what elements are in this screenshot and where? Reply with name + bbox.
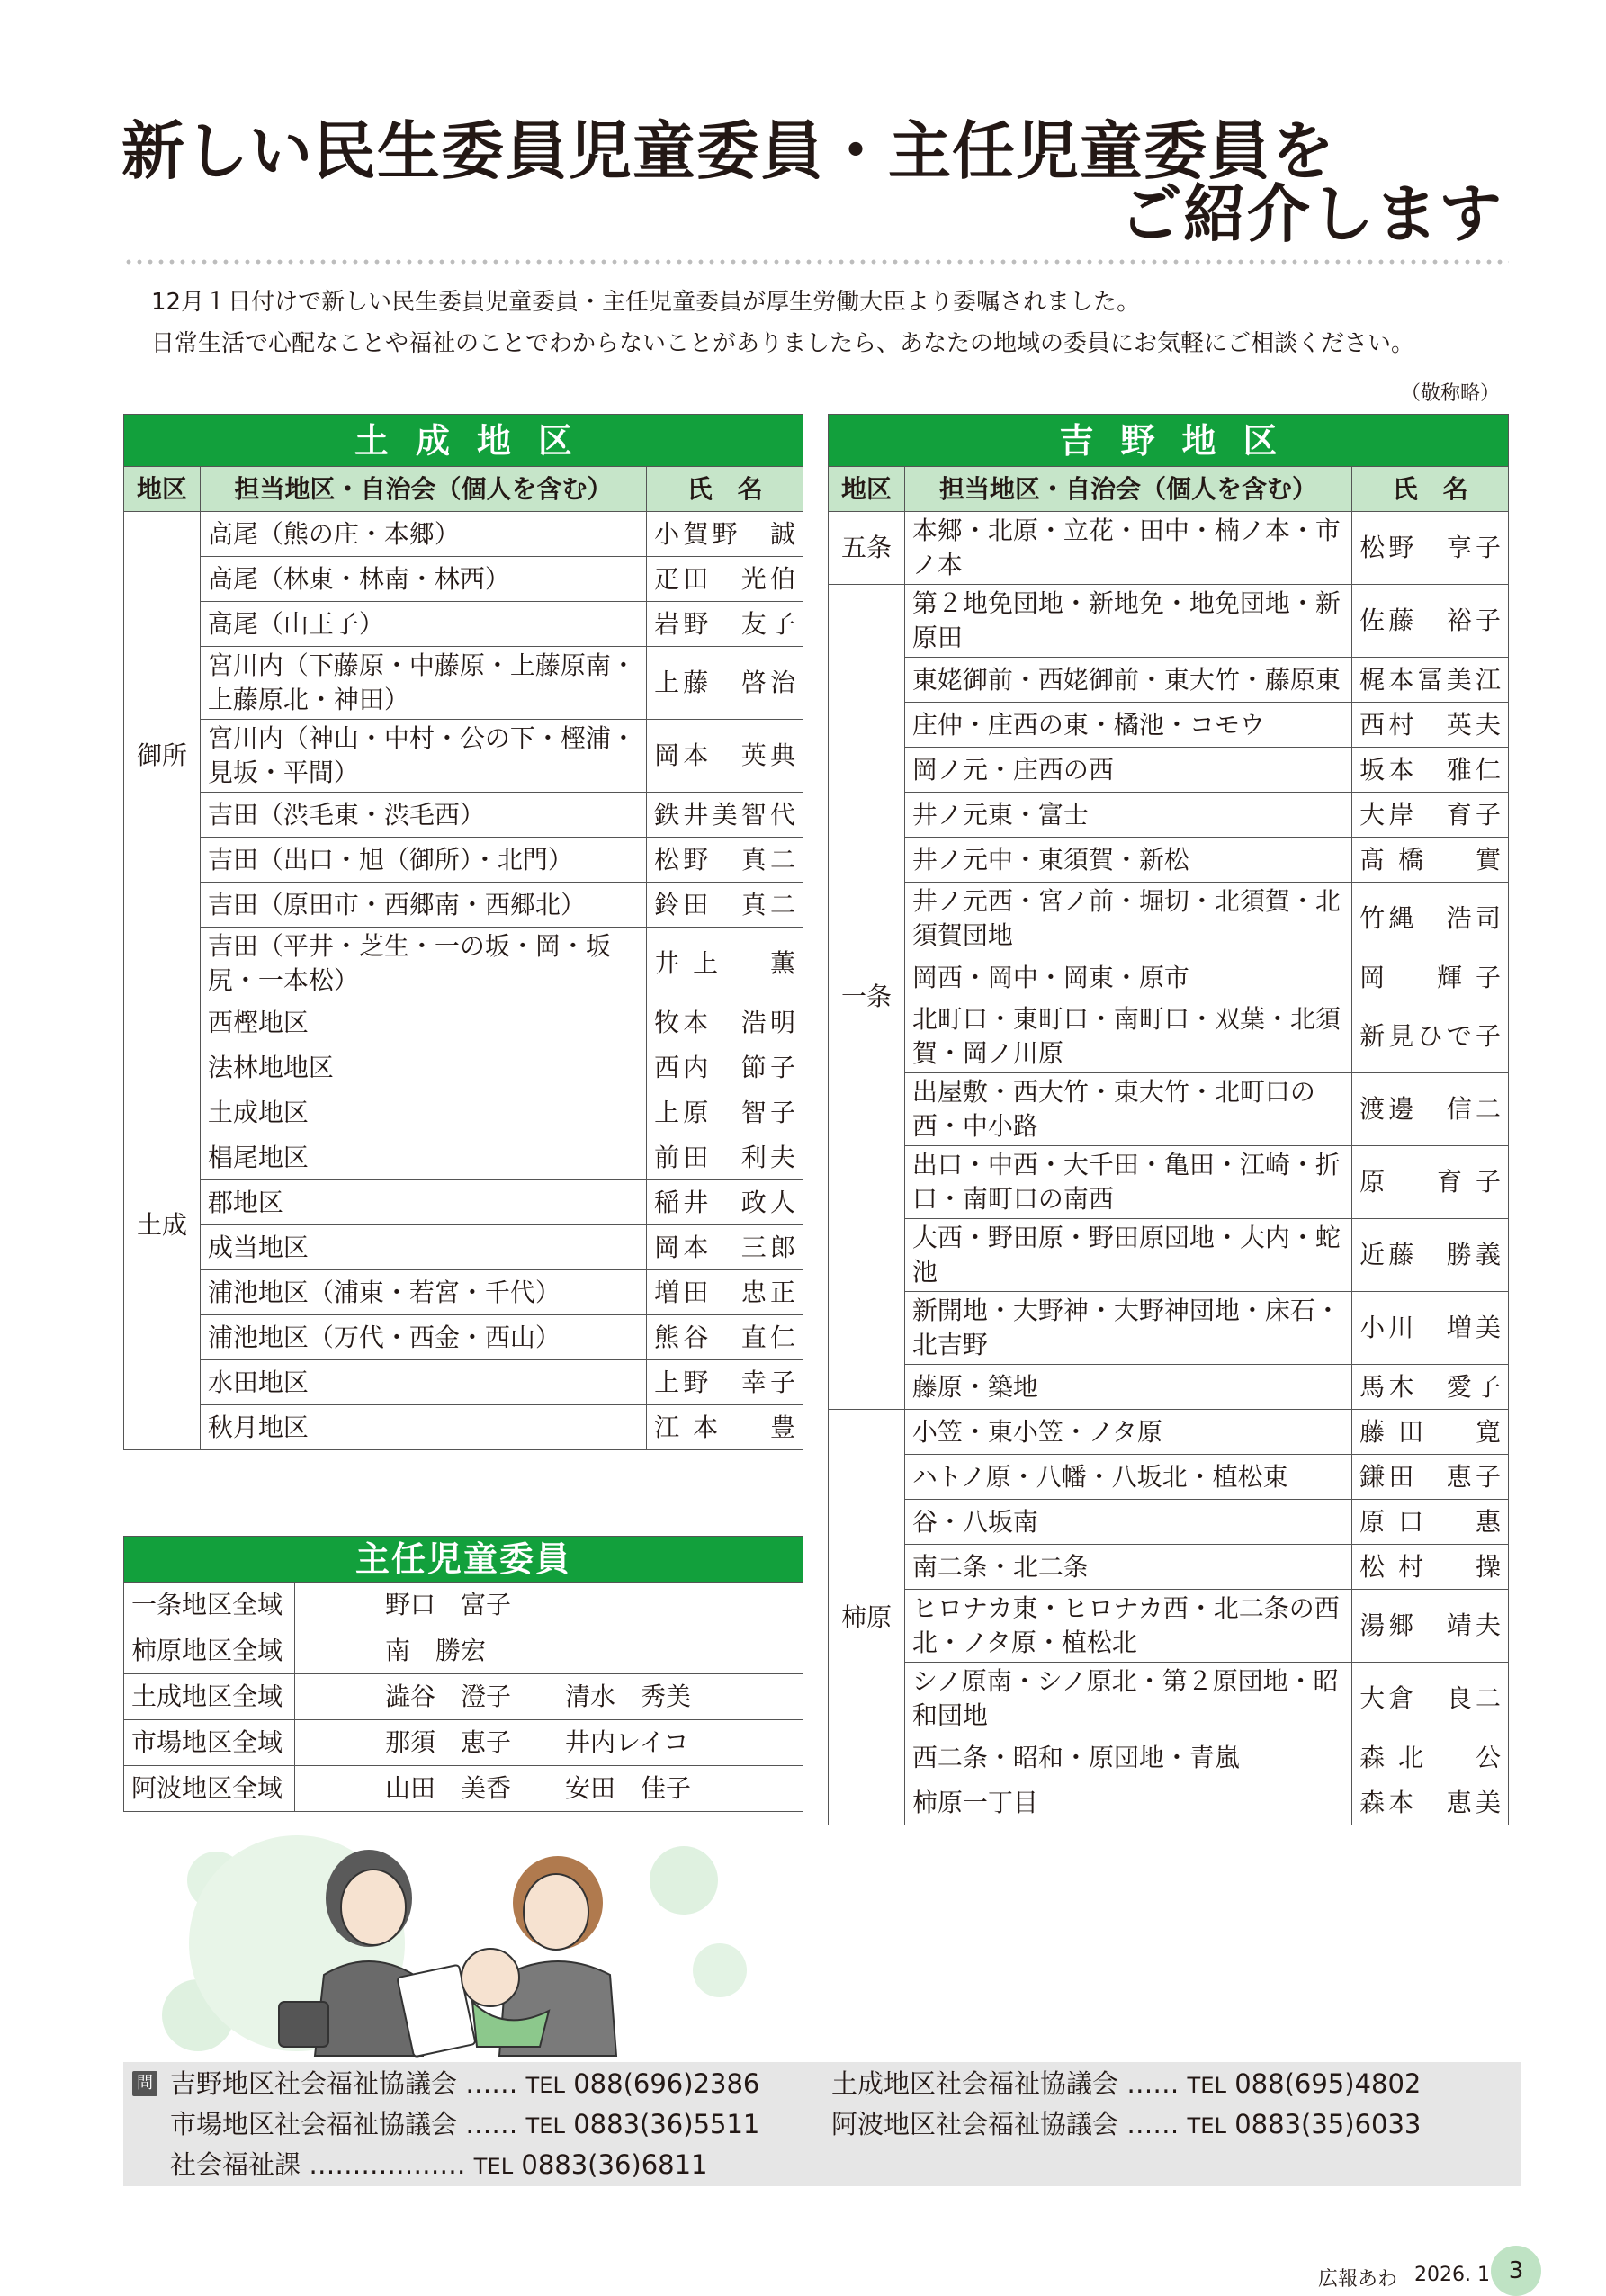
name-cell: 近藤 勝義 bbox=[1352, 1219, 1509, 1292]
region-cell: 五条 bbox=[829, 512, 905, 585]
area-cell: 出口・中西・大千田・亀田・江崎・折口・南町口の南西 bbox=[904, 1146, 1351, 1219]
shunin-title: 主任児童委員 bbox=[124, 1537, 803, 1583]
table-row bbox=[124, 1225, 803, 1270]
area-cell: 井ノ元西・宮ノ前・堀切・北須賀・北須賀団地 bbox=[904, 883, 1351, 955]
table-row bbox=[829, 793, 1509, 838]
member-name: 那須 恵子 bbox=[385, 1727, 512, 1757]
name-cell: 松野 真二 bbox=[647, 838, 803, 883]
name-cell: 小賀野 誠 bbox=[647, 512, 803, 557]
area-cell: 柿原一丁目 bbox=[904, 1780, 1351, 1825]
area-cell: 西二条・昭和・原団地・青嵐 bbox=[904, 1735, 1351, 1780]
contact-item: 阿波地区社会福祉協議会 ‥‥‥ TEL 0883(35)6033 bbox=[831, 2109, 1422, 2139]
name-cell: 松野 享子 bbox=[1352, 512, 1509, 585]
header-area: 担当地区・自治会（個人を含む） bbox=[200, 467, 646, 512]
area-cell: 水田地区 bbox=[200, 1360, 646, 1405]
name-cell: 稲井 政人 bbox=[647, 1180, 803, 1225]
area-cell: ヒロナカ東・ヒロナカ西・北二条の西北・ノタ原・植松北 bbox=[904, 1590, 1351, 1663]
table-row bbox=[829, 1410, 1509, 1455]
table-row bbox=[124, 1000, 803, 1045]
area-cell: 阿波地区全域 bbox=[124, 1766, 295, 1812]
contact-item: 吉野地区社会福祉協議会 ‥‥‥ TEL 088(696)2386 bbox=[170, 2068, 760, 2099]
area-cell: 高尾（熊の庄・本郷） bbox=[200, 512, 646, 557]
table-row bbox=[829, 1365, 1509, 1410]
name-cell: 竹縄 浩司 bbox=[1352, 883, 1509, 955]
area-cell: 土成地区 bbox=[200, 1090, 646, 1135]
name-cell: 佐藤 裕子 bbox=[1352, 585, 1509, 658]
region-cell: 土成 bbox=[124, 1000, 201, 1450]
area-cell: 藤原・築地 bbox=[904, 1365, 1351, 1410]
donari-table bbox=[123, 414, 803, 1450]
name-cell: 松村 操 bbox=[1352, 1545, 1509, 1590]
name-cell: 前田 利夫 bbox=[647, 1135, 803, 1180]
name-cell: 馬木 愛子 bbox=[1352, 1365, 1509, 1410]
inquiry-icon: 問 bbox=[132, 2071, 157, 2096]
table-row bbox=[829, 1545, 1509, 1590]
member-name: 清水 秀美 bbox=[565, 1682, 692, 1711]
name-cell: 原口 惠 bbox=[1352, 1500, 1509, 1545]
shunin-table bbox=[123, 1536, 803, 1812]
name-cell: 大岸 育子 bbox=[1352, 793, 1509, 838]
region-cell: 一条 bbox=[829, 585, 905, 1410]
consultation-illustration bbox=[180, 1817, 738, 2056]
name-cell: 坂本 雅仁 bbox=[1352, 748, 1509, 793]
area-cell: 吉田（平井・芝生・一の坂・岡・坂尻・一本松） bbox=[200, 928, 646, 1000]
header-region: 地区 bbox=[829, 467, 905, 512]
intro-line1: 12月１日付けで新しい民生委員児童委員・主任児童委員が厚生労働大臣より委嘱されました。 bbox=[151, 289, 1141, 316]
table-row bbox=[829, 1590, 1509, 1663]
table-row bbox=[124, 1180, 803, 1225]
member-name: 井内レイコ bbox=[565, 1727, 689, 1757]
name-cell bbox=[295, 1628, 803, 1674]
intro-line2: 日常生活で心配なことや福祉のことでわからないことがありましたら、あなたの地域の委員にお気軽にご相談ください。 bbox=[151, 330, 1415, 357]
member-name: 安田 佳子 bbox=[565, 1773, 692, 1803]
area-cell: 浦池地区（万代・西金・西山） bbox=[200, 1315, 646, 1360]
name-cell: 髙橋 實 bbox=[1352, 838, 1509, 883]
issue-date: 2026. 1 bbox=[1414, 2264, 1490, 2286]
table-row bbox=[829, 1500, 1509, 1545]
area-cell: 成当地区 bbox=[200, 1225, 646, 1270]
table-row bbox=[124, 1766, 803, 1812]
name-cell: 西村 英夫 bbox=[1352, 703, 1509, 748]
area-cell: 岡西・岡中・岡東・原市 bbox=[904, 955, 1351, 1000]
name-cell: 西内 節子 bbox=[647, 1045, 803, 1090]
area-cell: 谷・八坂南 bbox=[904, 1500, 1351, 1545]
area-cell: 井ノ元中・東須賀・新松 bbox=[904, 838, 1351, 883]
table-row bbox=[829, 585, 1509, 658]
area-cell: 西樫地区 bbox=[200, 1000, 646, 1045]
table-row bbox=[124, 1090, 803, 1135]
name-cell: 江本 豊 bbox=[647, 1405, 803, 1450]
yoshino-table bbox=[828, 414, 1509, 1825]
area-cell: シノ原南・シノ原北・第２原団地・昭和団地 bbox=[904, 1663, 1351, 1735]
area-cell: 新開地・大野神・大野神団地・床石・北吉野 bbox=[904, 1292, 1351, 1365]
table-row bbox=[829, 1455, 1509, 1500]
name-cell: 梶本冨美江 bbox=[1352, 658, 1509, 703]
name-cell: 原 育子 bbox=[1352, 1146, 1509, 1219]
name-cell: 増田 忠正 bbox=[647, 1270, 803, 1315]
name-cell bbox=[295, 1583, 803, 1628]
area-cell: 井ノ元東・富士 bbox=[904, 793, 1351, 838]
member-name: 山田 美香 bbox=[385, 1773, 512, 1803]
table-row bbox=[124, 1315, 803, 1360]
table-row bbox=[124, 1674, 803, 1720]
table-row bbox=[829, 883, 1509, 955]
area-cell: 郡地区 bbox=[200, 1180, 646, 1225]
table-row bbox=[829, 748, 1509, 793]
name-cell: 鈴田 真二 bbox=[647, 883, 803, 928]
area-cell: 南二条・北二条 bbox=[904, 1545, 1351, 1590]
area-cell: 庄仲・庄西の東・橘池・コモウ bbox=[904, 703, 1351, 748]
member-name: 野口 富子 bbox=[385, 1590, 512, 1619]
header-region: 地区 bbox=[124, 467, 201, 512]
table-row bbox=[829, 1000, 1509, 1073]
region-cell: 柿原 bbox=[829, 1410, 905, 1825]
name-cell: 岡本 英典 bbox=[647, 720, 803, 793]
area-cell: 吉田（出口・旭（御所）・北門） bbox=[200, 838, 646, 883]
name-cell: 岡 輝子 bbox=[1352, 955, 1509, 1000]
table-row bbox=[829, 1292, 1509, 1365]
page-title-line1: 新しい民生委員児童委員・主任児童委員を bbox=[121, 114, 1335, 188]
area-cell: 椙尾地区 bbox=[200, 1135, 646, 1180]
name-cell: 岩野 友子 bbox=[647, 602, 803, 647]
table-row bbox=[829, 1219, 1509, 1292]
contact-box bbox=[123, 2062, 1521, 2186]
table-row bbox=[124, 647, 803, 720]
area-cell: 柿原地区全域 bbox=[124, 1628, 295, 1674]
header-name: 氏 名 bbox=[1352, 467, 1509, 512]
name-cell: 熊谷 直仁 bbox=[647, 1315, 803, 1360]
area-cell: 秋月地区 bbox=[200, 1405, 646, 1450]
name-cell: 湯郷 靖夫 bbox=[1352, 1590, 1509, 1663]
name-cell: 牧本 浩明 bbox=[647, 1000, 803, 1045]
region-cell: 御所 bbox=[124, 512, 201, 1000]
table-row bbox=[124, 720, 803, 793]
area-cell: 高尾（山王子） bbox=[200, 602, 646, 647]
name-cell: 新見ひで子 bbox=[1352, 1000, 1509, 1073]
table-row bbox=[124, 1628, 803, 1674]
mother-with-baby-figure bbox=[462, 1856, 616, 2056]
donari-title: 土成地区 bbox=[124, 415, 803, 467]
area-cell: 東姥御前・西姥御前・東大竹・藤原東 bbox=[904, 658, 1351, 703]
table-row bbox=[829, 512, 1509, 585]
name-cell bbox=[295, 1720, 803, 1766]
table-row bbox=[124, 1405, 803, 1450]
table-row bbox=[124, 883, 803, 928]
name-cell: 上原 智子 bbox=[647, 1090, 803, 1135]
table-row bbox=[829, 838, 1509, 883]
area-cell: 第２地免団地・新地免・地免団地・新原田 bbox=[904, 585, 1351, 658]
page-title-line2: ご紹介します bbox=[1119, 177, 1503, 251]
table-row bbox=[124, 512, 803, 557]
table-row bbox=[829, 1780, 1509, 1825]
yoshino-title: 吉野地区 bbox=[829, 415, 1509, 467]
area-cell: 吉田（渋毛東・渋毛西） bbox=[200, 793, 646, 838]
table-row bbox=[124, 793, 803, 838]
area-cell: 出屋敷・西大竹・東大竹・北町口の西・中小路 bbox=[904, 1073, 1351, 1146]
name-cell: 大倉 良二 bbox=[1352, 1663, 1509, 1735]
area-cell: 高尾（林東・林南・林西） bbox=[200, 557, 646, 602]
dotted-divider bbox=[123, 259, 1509, 265]
name-cell: 井上 薫 bbox=[647, 928, 803, 1000]
table-row bbox=[124, 1270, 803, 1315]
name-cell: 小川 増美 bbox=[1352, 1292, 1509, 1365]
member-name: 南 勝宏 bbox=[385, 1636, 487, 1665]
table-row bbox=[829, 955, 1509, 1000]
name-cell: 鎌田 恵子 bbox=[1352, 1455, 1509, 1500]
honorific-note: （敬称略） bbox=[1400, 382, 1500, 405]
name-cell: 渡邊 信二 bbox=[1352, 1073, 1509, 1146]
publication-name: 広報あわ bbox=[1318, 2268, 1398, 2291]
contact-item: 社会福祉課 ‥‥‥‥‥‥‥‥‥ TEL 0883(36)6811 bbox=[170, 2149, 708, 2180]
decor-circle bbox=[650, 1846, 718, 1915]
header-area: 担当地区・自治会（個人を含む） bbox=[904, 467, 1351, 512]
area-cell: ハトノ原・八幡・八坂北・植松東 bbox=[904, 1455, 1351, 1500]
table-row bbox=[829, 1735, 1509, 1780]
member-name: 澁谷 澄子 bbox=[385, 1682, 512, 1711]
table-row bbox=[124, 838, 803, 883]
page-number: 3 bbox=[1491, 2246, 1541, 2296]
area-cell: 大西・野田原・野田原団地・大内・蛇池 bbox=[904, 1219, 1351, 1292]
area-cell: 宮川内（下藤原・中藤原・上藤原南・上藤原北・神田） bbox=[200, 647, 646, 720]
table-row bbox=[124, 1360, 803, 1405]
contact-item: 土成地区社会福祉協議会 ‥‥‥ TEL 088(695)4802 bbox=[831, 2068, 1422, 2099]
name-cell: 上藤 啓治 bbox=[647, 647, 803, 720]
name-cell bbox=[295, 1766, 803, 1812]
table-row bbox=[829, 1663, 1509, 1735]
name-cell: 疋田 光伯 bbox=[647, 557, 803, 602]
table-row bbox=[829, 703, 1509, 748]
table-row bbox=[124, 1720, 803, 1766]
area-cell: 岡ノ元・庄西の西 bbox=[904, 748, 1351, 793]
contact-item: 市場地区社会福祉協議会 ‥‥‥ TEL 0883(36)5511 bbox=[170, 2109, 760, 2139]
area-cell: 本郷・北原・立花・田中・楠ノ本・市ノ本 bbox=[904, 512, 1351, 585]
name-cell: 森本 恵美 bbox=[1352, 1780, 1509, 1825]
area-cell: 小笠・東小笠・ノタ原 bbox=[904, 1410, 1351, 1455]
name-cell: 上野 幸子 bbox=[647, 1360, 803, 1405]
table-row bbox=[829, 658, 1509, 703]
area-cell: 一条地区全域 bbox=[124, 1583, 295, 1628]
table-row bbox=[124, 928, 803, 1000]
area-cell: 北町口・東町口・南町口・双葉・北須賀・岡ノ川原 bbox=[904, 1000, 1351, 1073]
name-cell: 岡本 三郎 bbox=[647, 1225, 803, 1270]
table-row bbox=[124, 557, 803, 602]
table-row bbox=[124, 1045, 803, 1090]
area-cell: 市場地区全域 bbox=[124, 1720, 295, 1766]
name-cell: 鉄井美智代 bbox=[647, 793, 803, 838]
header-name: 氏 名 bbox=[647, 467, 803, 512]
area-cell: 浦池地区（浦東・若宮・千代） bbox=[200, 1270, 646, 1315]
area-cell: 法林地地区 bbox=[200, 1045, 646, 1090]
name-cell: 藤田 寛 bbox=[1352, 1410, 1509, 1455]
table-row bbox=[124, 1135, 803, 1180]
area-cell: 土成地区全域 bbox=[124, 1674, 295, 1720]
name-cell: 森北 公 bbox=[1352, 1735, 1509, 1780]
name-cell bbox=[295, 1674, 803, 1720]
area-cell: 宮川内（神山・中村・公の下・樫浦・見坂・平間） bbox=[200, 720, 646, 793]
area-cell: 吉田（原田市・西郷南・西郷北） bbox=[200, 883, 646, 928]
decor-circle bbox=[693, 1943, 747, 1997]
table-row bbox=[124, 602, 803, 647]
table-row bbox=[124, 1583, 803, 1628]
table-row bbox=[829, 1073, 1509, 1146]
table-row bbox=[829, 1146, 1509, 1219]
